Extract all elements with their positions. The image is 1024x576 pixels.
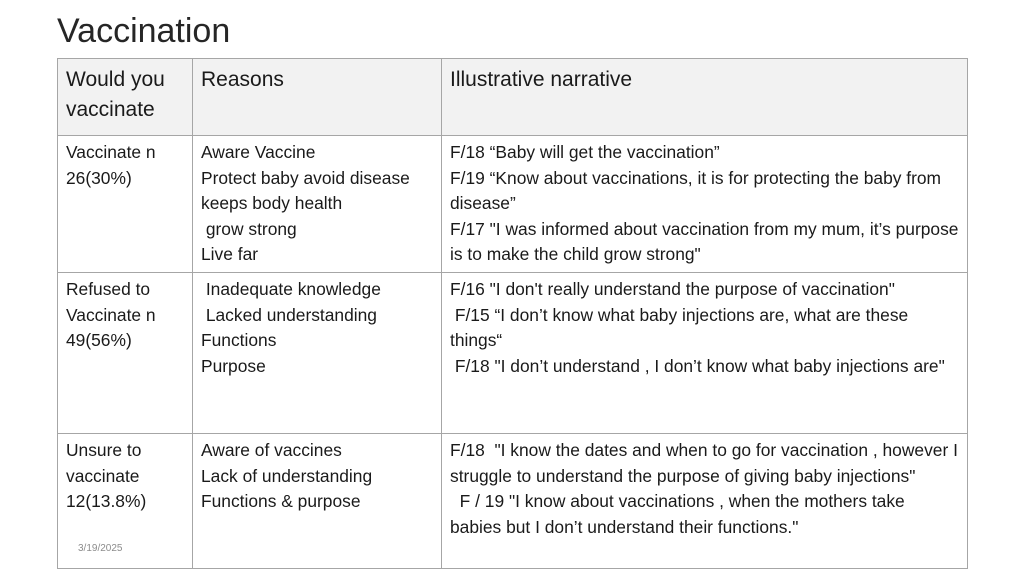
header-reasons: Reasons <box>193 59 442 136</box>
reasons-cell <box>193 433 442 568</box>
reason-line: keeps body health <box>201 193 343 214</box>
table-header-row <box>58 59 968 136</box>
reason-line: Functions <box>201 330 277 351</box>
vaccination-table-container <box>57 58 967 569</box>
narrative-line: F/19 “Know about vaccinations, it is for protecting the baby from disease” <box>450 167 946 214</box>
table-row-refused <box>58 272 968 433</box>
reason-line: Lacked understanding <box>201 304 377 325</box>
group-line: Vaccinate n <box>66 304 156 325</box>
table-row-unsure <box>58 433 968 568</box>
group-line: Refused to <box>66 278 151 299</box>
narrative-line: F/15 “I don’t know what baby injections are, what are these things“ <box>450 304 914 351</box>
group-line: 49(56%) <box>66 330 132 351</box>
reasons-cell <box>193 272 442 433</box>
narrative-line: F/18 “Baby will get the vaccination” <box>450 142 720 162</box>
narrative-line: F/16 "I don't really understand the purpose of vaccination" <box>450 278 895 299</box>
narrative-line: F/17 "I was informed about vaccination from my mum, it’s purpose is to make the child grow strong" <box>450 218 964 265</box>
reason-line: Aware of vaccines <box>201 439 342 460</box>
narrative-cell <box>442 433 968 568</box>
reasons-cell <box>193 136 442 273</box>
reason-line: Aware Vaccine <box>201 142 316 162</box>
reason-line: Live far <box>201 244 259 265</box>
group-line: 26(30%) <box>66 167 132 188</box>
narrative-line: F / 19 "I know about vaccinations , when the mothers take babies but I don’t understand their functions." <box>450 491 910 537</box>
reason-line: Functions & purpose <box>201 491 361 512</box>
narrative-cell <box>442 136 968 273</box>
group-line: 12(13.8%) <box>66 491 147 512</box>
narrative-line: F/18 "I don’t understand , I don’t know what baby injections are" <box>450 355 945 376</box>
reason-line: Protect baby avoid disease <box>201 167 410 188</box>
group-line: Vaccinate n <box>66 142 156 162</box>
group-line: Unsure to <box>66 439 142 460</box>
slide-date: 3/19/2025 <box>78 543 123 554</box>
narrative-line: F/18 "I know the dates and when to go for vaccination , however I struggle to understand the purpose of giving baby injections" <box>450 439 963 486</box>
group-cell <box>58 272 193 433</box>
header-would-you-vaccinate: Would you vaccinate <box>58 59 193 136</box>
reason-line: Purpose <box>201 355 266 376</box>
reason-line: Lack of understanding <box>201 465 373 486</box>
header-illustrative-narrative: Illustrative narrative <box>442 59 968 136</box>
vaccination-table <box>57 58 968 569</box>
group-cell <box>58 136 193 273</box>
table-row-vaccinate <box>58 136 968 273</box>
reason-line: grow strong <box>201 218 297 239</box>
reason-line: Inadequate knowledge <box>201 278 381 299</box>
group-line: vaccinate <box>66 465 140 486</box>
narrative-cell <box>442 272 968 433</box>
slide-title: Vaccination <box>57 12 231 50</box>
